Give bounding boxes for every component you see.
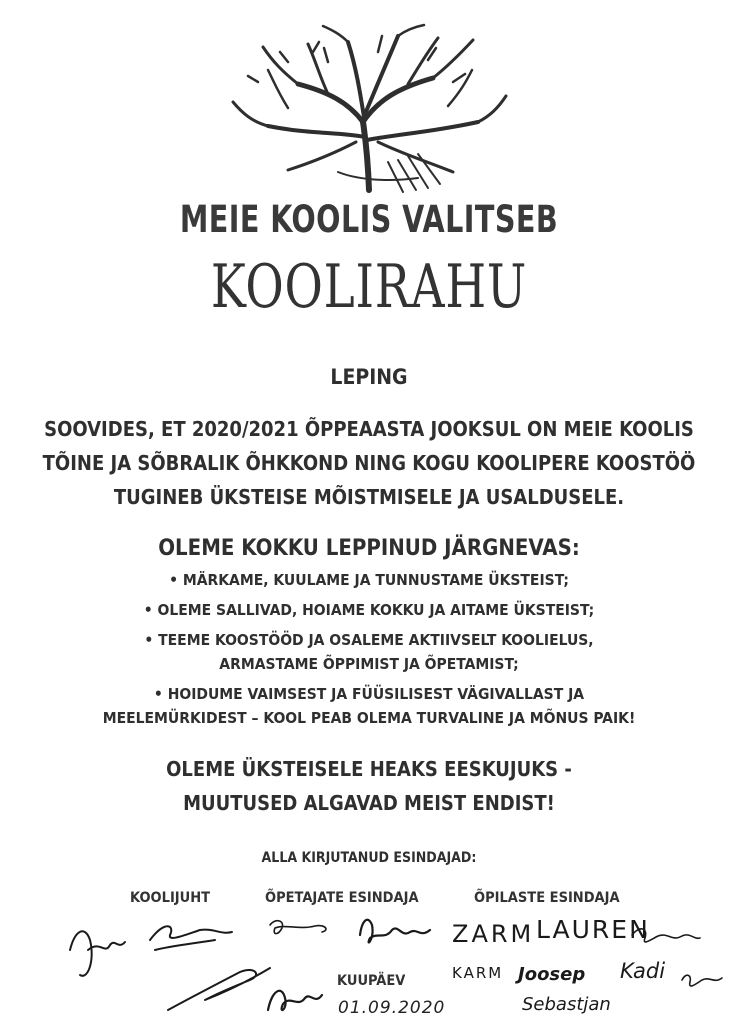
list-item-line: MEELEMÜRKIDEST – KOOL PEAB OLEMA TURVALINE JA MÕNUS PAIK!	[102, 709, 636, 727]
principal-label: KOOLIJUHT	[130, 890, 211, 906]
signatories-label: ALLA KIRJUTANUD ESINDAJAD:	[261, 850, 477, 866]
signature-name: LAUREN	[536, 915, 650, 944]
signature-name: Joosep	[518, 964, 586, 985]
signature-scribble	[70, 931, 125, 975]
signature-name: ZARM	[452, 920, 535, 948]
students-label: ÕPILASTE ESINDAJA	[474, 890, 620, 906]
title-line-2: KOOLIRAHU	[210, 252, 528, 322]
closing-line: OLEME ÜKSTEISELE HEAKS EESKUJUKS -	[166, 757, 572, 781]
closing-line: MUUTUSED ALGAVAD MEIST ENDIST!	[183, 791, 555, 815]
agreement-list	[0, 568, 738, 736]
list-item-line: • HOIDUME VAIMSEST JA FÜÜSILISEST VÄGIVALLAST JA	[153, 685, 585, 703]
signature-scribble	[150, 926, 270, 1010]
list-item	[0, 628, 738, 676]
list-item-line: • TEEME KOOSTÖÖD JA OSALEME AKTIIVSELT KOOLIELUS,	[144, 631, 594, 649]
intro-line: TUGINEB ÜKSTEISE MÕISTMISELE JA USALDUSELE.	[113, 485, 625, 509]
intro-line: SOOVIDES, ET 2020/2021 ÕPPEAASTA JOOKSUL ON MEIE KOOLIS	[44, 417, 694, 441]
signature-scribble	[270, 921, 326, 934]
list-item	[0, 682, 738, 730]
list-item-line: • MÄRKAME, KUULAME JA TUNNUSTAME ÜKSTEIST;	[169, 571, 569, 589]
intro-line: TÕINE JA SÕBRALIK ÕHKKOND NING KOGU KOOLIPERE KOOSTÖÖ	[42, 451, 696, 475]
date-value: 01.09.2020	[338, 998, 446, 1018]
list-item-line: ARMASTAME ÕPPIMIST JA ÕPETAMIST;	[219, 655, 519, 673]
signature-name: Kadi	[620, 959, 666, 983]
agreement-heading: OLEME KOKKU LEPPINUD JÄRGNEVAS:	[158, 536, 580, 561]
list-item	[0, 568, 738, 592]
list-item-line: • OLEME SALLIVAD, HOIAME KOKKU JA AITAME ÜKSTEIST;	[143, 601, 595, 619]
list-item	[0, 598, 738, 622]
signature-name: KARM	[452, 964, 504, 982]
intro-paragraph	[0, 412, 738, 514]
teachers-label: ÕPETAJATE ESINDAJA	[265, 890, 419, 906]
document-heading: LEPING	[330, 365, 408, 389]
date-label: KUUPÄEV	[337, 973, 406, 989]
closing-statement	[0, 752, 738, 820]
signature-name: Sebastjan	[522, 994, 611, 1015]
signature-scribble	[268, 920, 430, 1010]
tree-logo-icon	[228, 22, 510, 194]
title-line-1: MEIE KOOLIS VALITSEB	[179, 198, 559, 241]
